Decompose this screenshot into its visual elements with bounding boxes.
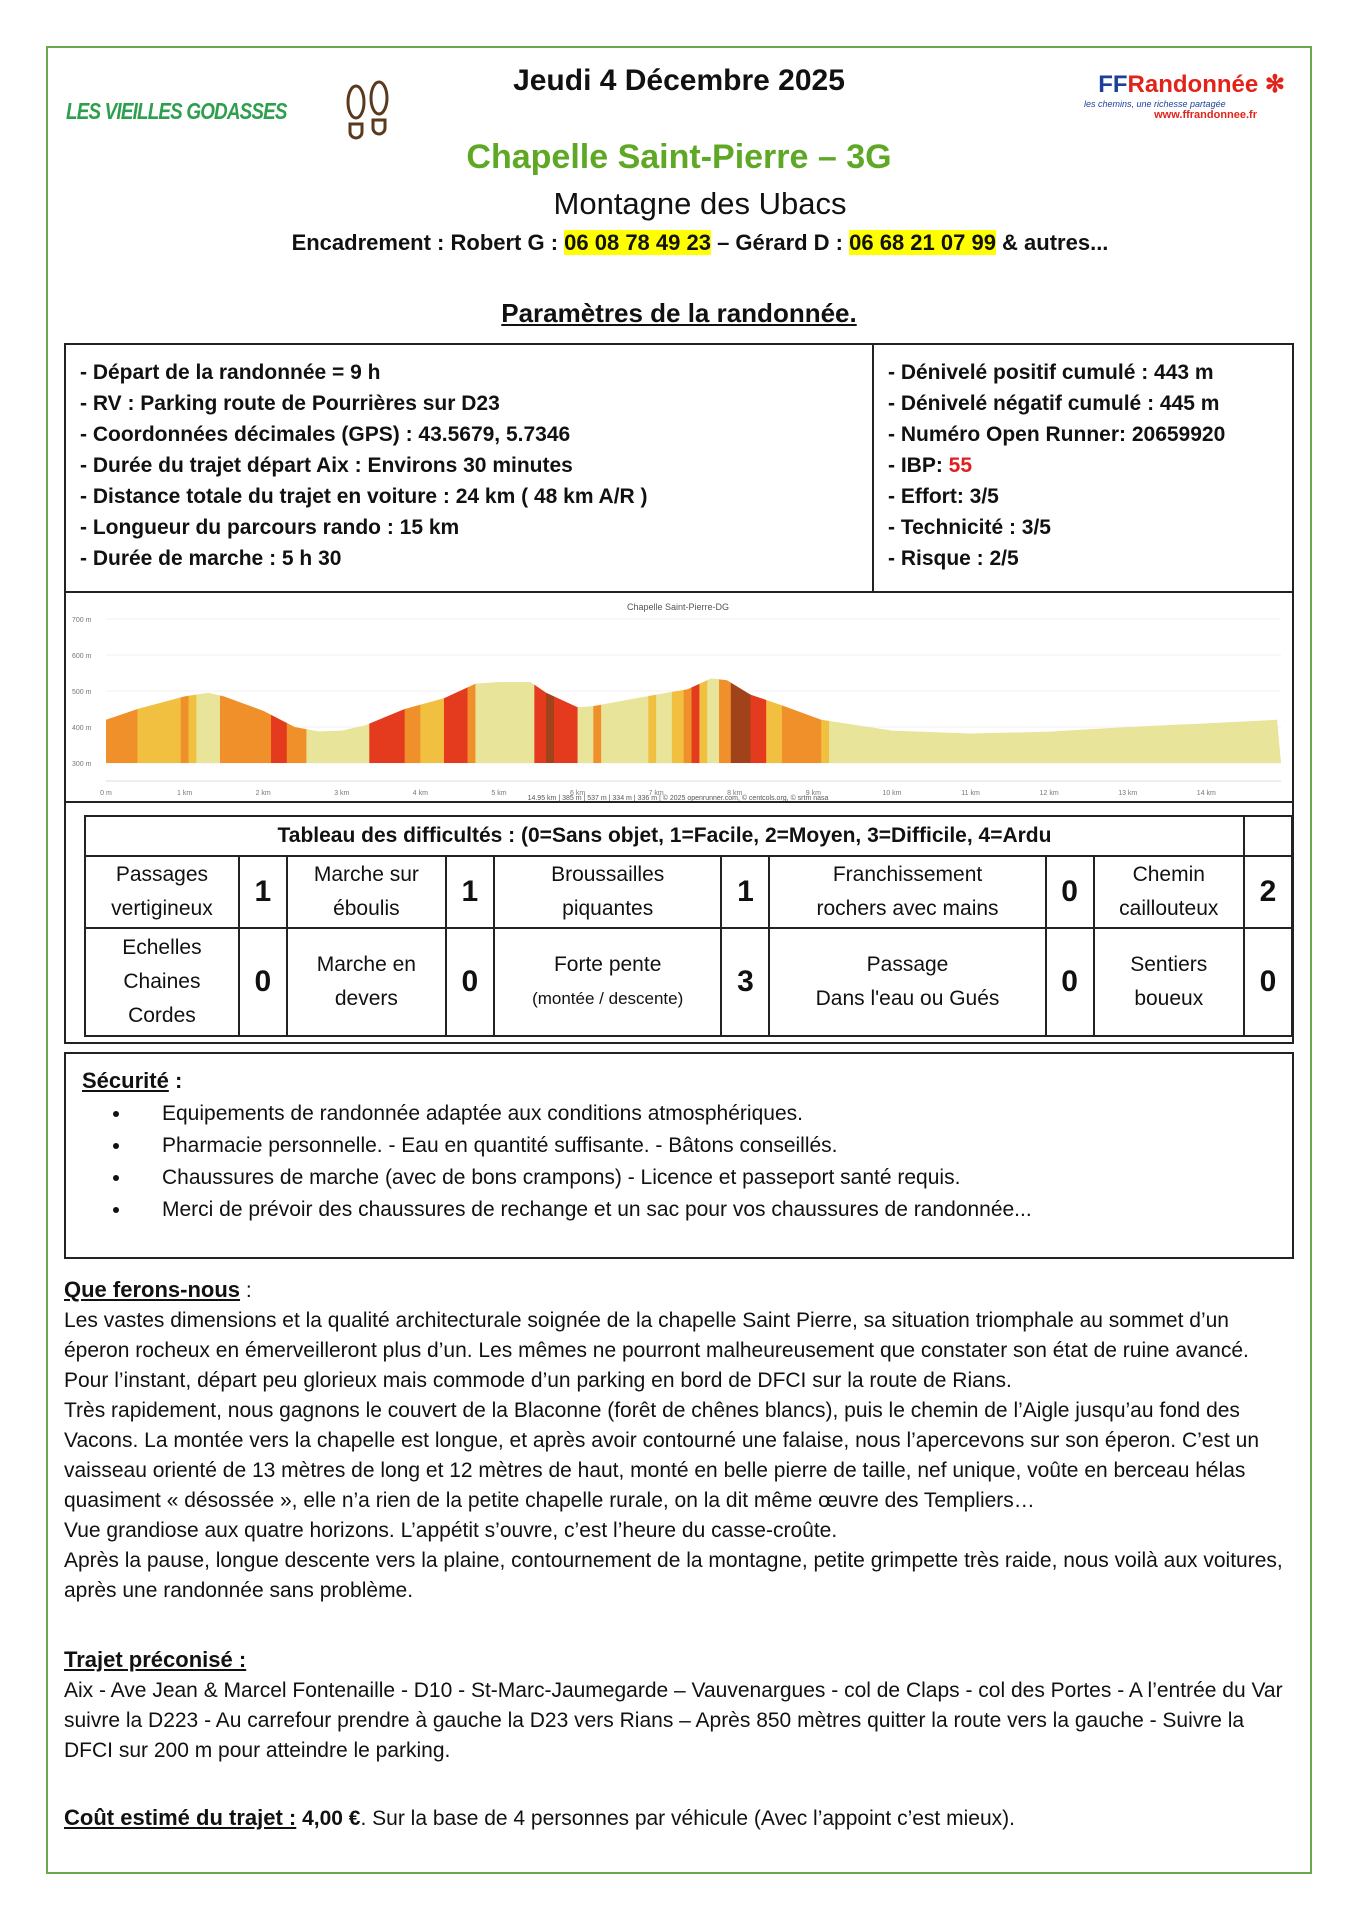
- x-tick-label: 13 km: [1118, 790, 1138, 797]
- hike-title: Chapelle Saint-Pierre – 3G: [466, 138, 892, 176]
- difficulty-table: [84, 815, 1293, 1037]
- difficulty-box: [64, 801, 1294, 1044]
- staff-line: Encadrement : Robert G : 06 08 78 49 23 – Gérard D : 06 68 21 07 99 & autres...: [291, 230, 1109, 255]
- difficulty-label: Sentiers boueux: [1094, 928, 1244, 1036]
- difficulty-value: 1: [446, 856, 494, 928]
- x-tick-label: 1 km: [177, 790, 193, 797]
- y-tick-label: 700 m: [72, 617, 92, 624]
- chart-title: Chapelle Saint-Pierre-DG: [626, 602, 730, 612]
- x-tick-label: 14 km: [1196, 790, 1216, 797]
- difficulty-label: Chemin caillouteux: [1094, 856, 1244, 928]
- x-tick-label: 11 km: [961, 790, 980, 797]
- x-tick-label: 2 km: [255, 790, 271, 797]
- x-tick-label: 8 km: [727, 790, 743, 797]
- difficulty-label: Passages vertigineux: [85, 856, 239, 928]
- y-tick-label: 400 m: [72, 725, 92, 732]
- params-left: - Départ de la randonnée = 9 h - RV : Parking route de Pourrières sur D23 - Coordonnées décimales (GPS) : 43.5679, 5.7346 - Durée du trajet départ Aix : Environs 30 minutes - Distance totale du trajet en voiture : 24 km ( 48 km A/R ) - Longueur du parcours rando : 15 km - Durée de marche : 5 h 30: [66, 345, 874, 591]
- phone-robert: 06 08 78 49 23: [564, 230, 711, 255]
- security-item: • Merci de prévoir des chaussures de rechange et un sac pour vos chaussures de randonnée...: [132, 1194, 1276, 1226]
- hike-subtitle: Montagne des Ubacs: [553, 186, 847, 221]
- params-box: [64, 343, 1294, 593]
- ibp-value: 55: [948, 454, 973, 477]
- difficulty-label: Broussailles piquantes: [494, 856, 722, 928]
- chart-footer: 14.95 km | 385 m | 537 m | 334 m | 336 m | © 2025 openrunner.com, © centcols.org, © srtm nasa: [527, 795, 829, 801]
- x-tick-label: 0 m: [100, 790, 112, 797]
- difficulty-label: Marche sur éboulis: [287, 856, 446, 928]
- difficulty-value: 0: [1244, 928, 1292, 1036]
- security-box: Sécurité : • Equipements de randonnée adaptée aux conditions atmosphériques. • Pharmacie personnelle. - Eau en quantité suffisante. - Bâtons conseillés. • Chaussures de marche (avec de bons crampons) - Licence et passeport santé requis. • Merci de prévoir des chaussures de rechange et un sac pour vos chaussures de randonnée...: [64, 1052, 1294, 1259]
- security-item: • Equipements de randonnée adaptée aux conditions atmosphériques.: [132, 1098, 1276, 1130]
- params-right: - Dénivelé positif cumulé : 443 m - Dénivelé négatif cumulé : 445 m - Numéro Open Runner: 20659920 - IBP: 55 - Effort: 3/5 - Technicité : 3/5 - Risque : 2/5: [888, 361, 1226, 570]
- ffrandonnee-logo: FFRandonnée ✻ les chemins, une richesse partagée www.ffrandonnee.fr: [1084, 71, 1285, 121]
- difficulty-value: 0: [1046, 928, 1094, 1036]
- y-tick-label: 600 m: [72, 653, 92, 660]
- difficulty-value: 1: [721, 856, 769, 928]
- difficulty-label: Forte pente (montée / descente): [494, 928, 722, 1036]
- security-item: • Pharmacie personnelle. - Eau en quantité suffisante. - Bâtons conseillés.: [132, 1130, 1276, 1162]
- program-section: Que ferons-nous : Les vastes dimensions et la qualité architecturale soignée de la chapelle Saint Pierre, sa situation triomphale au sommet d’un éperon rocheux en émerveilleront plus d’un. Les mêmes ne pourront malheureusement que constater son état de ruine avancé. Pour l’instant, départ peu glorieux mais commode d’un parking en bord de DFCI sur la route de Rians. Très rapidement, nous gagnons le couvert de la Blaconne (forêt de chênes blancs), puis le chemin de l’Aigle jusqu’au fond des Vacons. La montée vers la chapelle est longue, et après avoir contourné une falaise, nous l’apercevons sur son éperon. C’est un vaisseau orienté de 13 mètres de long et 12 mètres de haut, monté en belle pierre de taille, nef unique, voûte en berceau hélas quasiment « désossée », elle n’a rien de la petite chapelle rurale, on la dit même œuvre des Templiers… Vue grandiose aux quatre horizons. L’appétit s’ouvre, c’est l’heure du casse-croûte. Après la pause, longue descente vers la plaine, contournement de la montagne, petite grimpette très raide, nous voilà aux voitures, après une randonnée sans problème.: [64, 1277, 1283, 1602]
- difficulty-value: 1: [239, 856, 287, 928]
- y-tick-label: 300 m: [72, 761, 92, 768]
- difficulty-value: 3: [721, 928, 769, 1036]
- x-tick-label: 3 km: [334, 790, 350, 797]
- cost-section: Coût estimé du trajet : 4,00 €. Sur la base de 4 personnes par véhicule (Avec l’appoint c’est mieux).: [64, 1805, 1015, 1830]
- cost-value: 4,00 €: [302, 1807, 361, 1830]
- difficulty-label: Marche en devers: [287, 928, 446, 1036]
- difficulty-label: Franchissement rochers avec mains: [769, 856, 1045, 928]
- x-tick-label: 5 km: [491, 790, 507, 797]
- difficulty-row: [85, 928, 1292, 1036]
- difficulty-row: [85, 856, 1292, 928]
- difficulty-value: 2: [1244, 856, 1292, 928]
- x-tick-label: 7 km: [648, 790, 664, 797]
- difficulty-value: 0: [446, 928, 494, 1036]
- difficulty-value: 0: [1046, 856, 1094, 928]
- x-tick-label: 10 km: [882, 790, 902, 797]
- hike-date: Jeudi 4 Décembre 2025: [513, 64, 845, 97]
- x-tick-label: 12 km: [1039, 790, 1059, 797]
- difficulty-label: Echelles Chaines Cordes: [85, 928, 239, 1036]
- params-heading: Paramètres de la randonnée.: [501, 298, 857, 328]
- difficulty-heading: Tableau des difficultés : (0=Sans objet, 1=Facile, 2=Moyen, 3=Difficile, 4=Ardu: [85, 816, 1244, 856]
- difficulty-label: Passage Dans l'eau ou Gués: [769, 928, 1045, 1036]
- route-section: Trajet préconisé : Aix - Ave Jean & Marcel Fontenaille - D10 - St-Marc-Jaumegarde – Vauvenargues - col de Claps - col des Portes - A l’entrée du Var suivre la D223 - Au carrefour prendre à gauche la D23 vers Rians – Après 850 mètres quitter la route vers la gauche - Suivre la DFCI sur 200 m pour atteindre le parking.: [64, 1647, 1283, 1762]
- y-tick-label: 500 m: [72, 689, 92, 696]
- x-tick-label: 4 km: [412, 790, 428, 797]
- x-tick-label: 6 km: [569, 790, 586, 797]
- elevation-chart: [66, 593, 1292, 801]
- difficulty-value: 0: [239, 928, 287, 1036]
- security-item: • Chaussures de marche (avec de bons crampons) - Licence et passeport santé requis.: [132, 1162, 1276, 1194]
- elevation-profile: [64, 591, 1294, 803]
- club-logo: LES VIEILLES GODASSES: [66, 80, 393, 142]
- x-tick-label: 9 km: [805, 790, 821, 797]
- phone-gerard: 06 68 21 07 99: [849, 230, 996, 255]
